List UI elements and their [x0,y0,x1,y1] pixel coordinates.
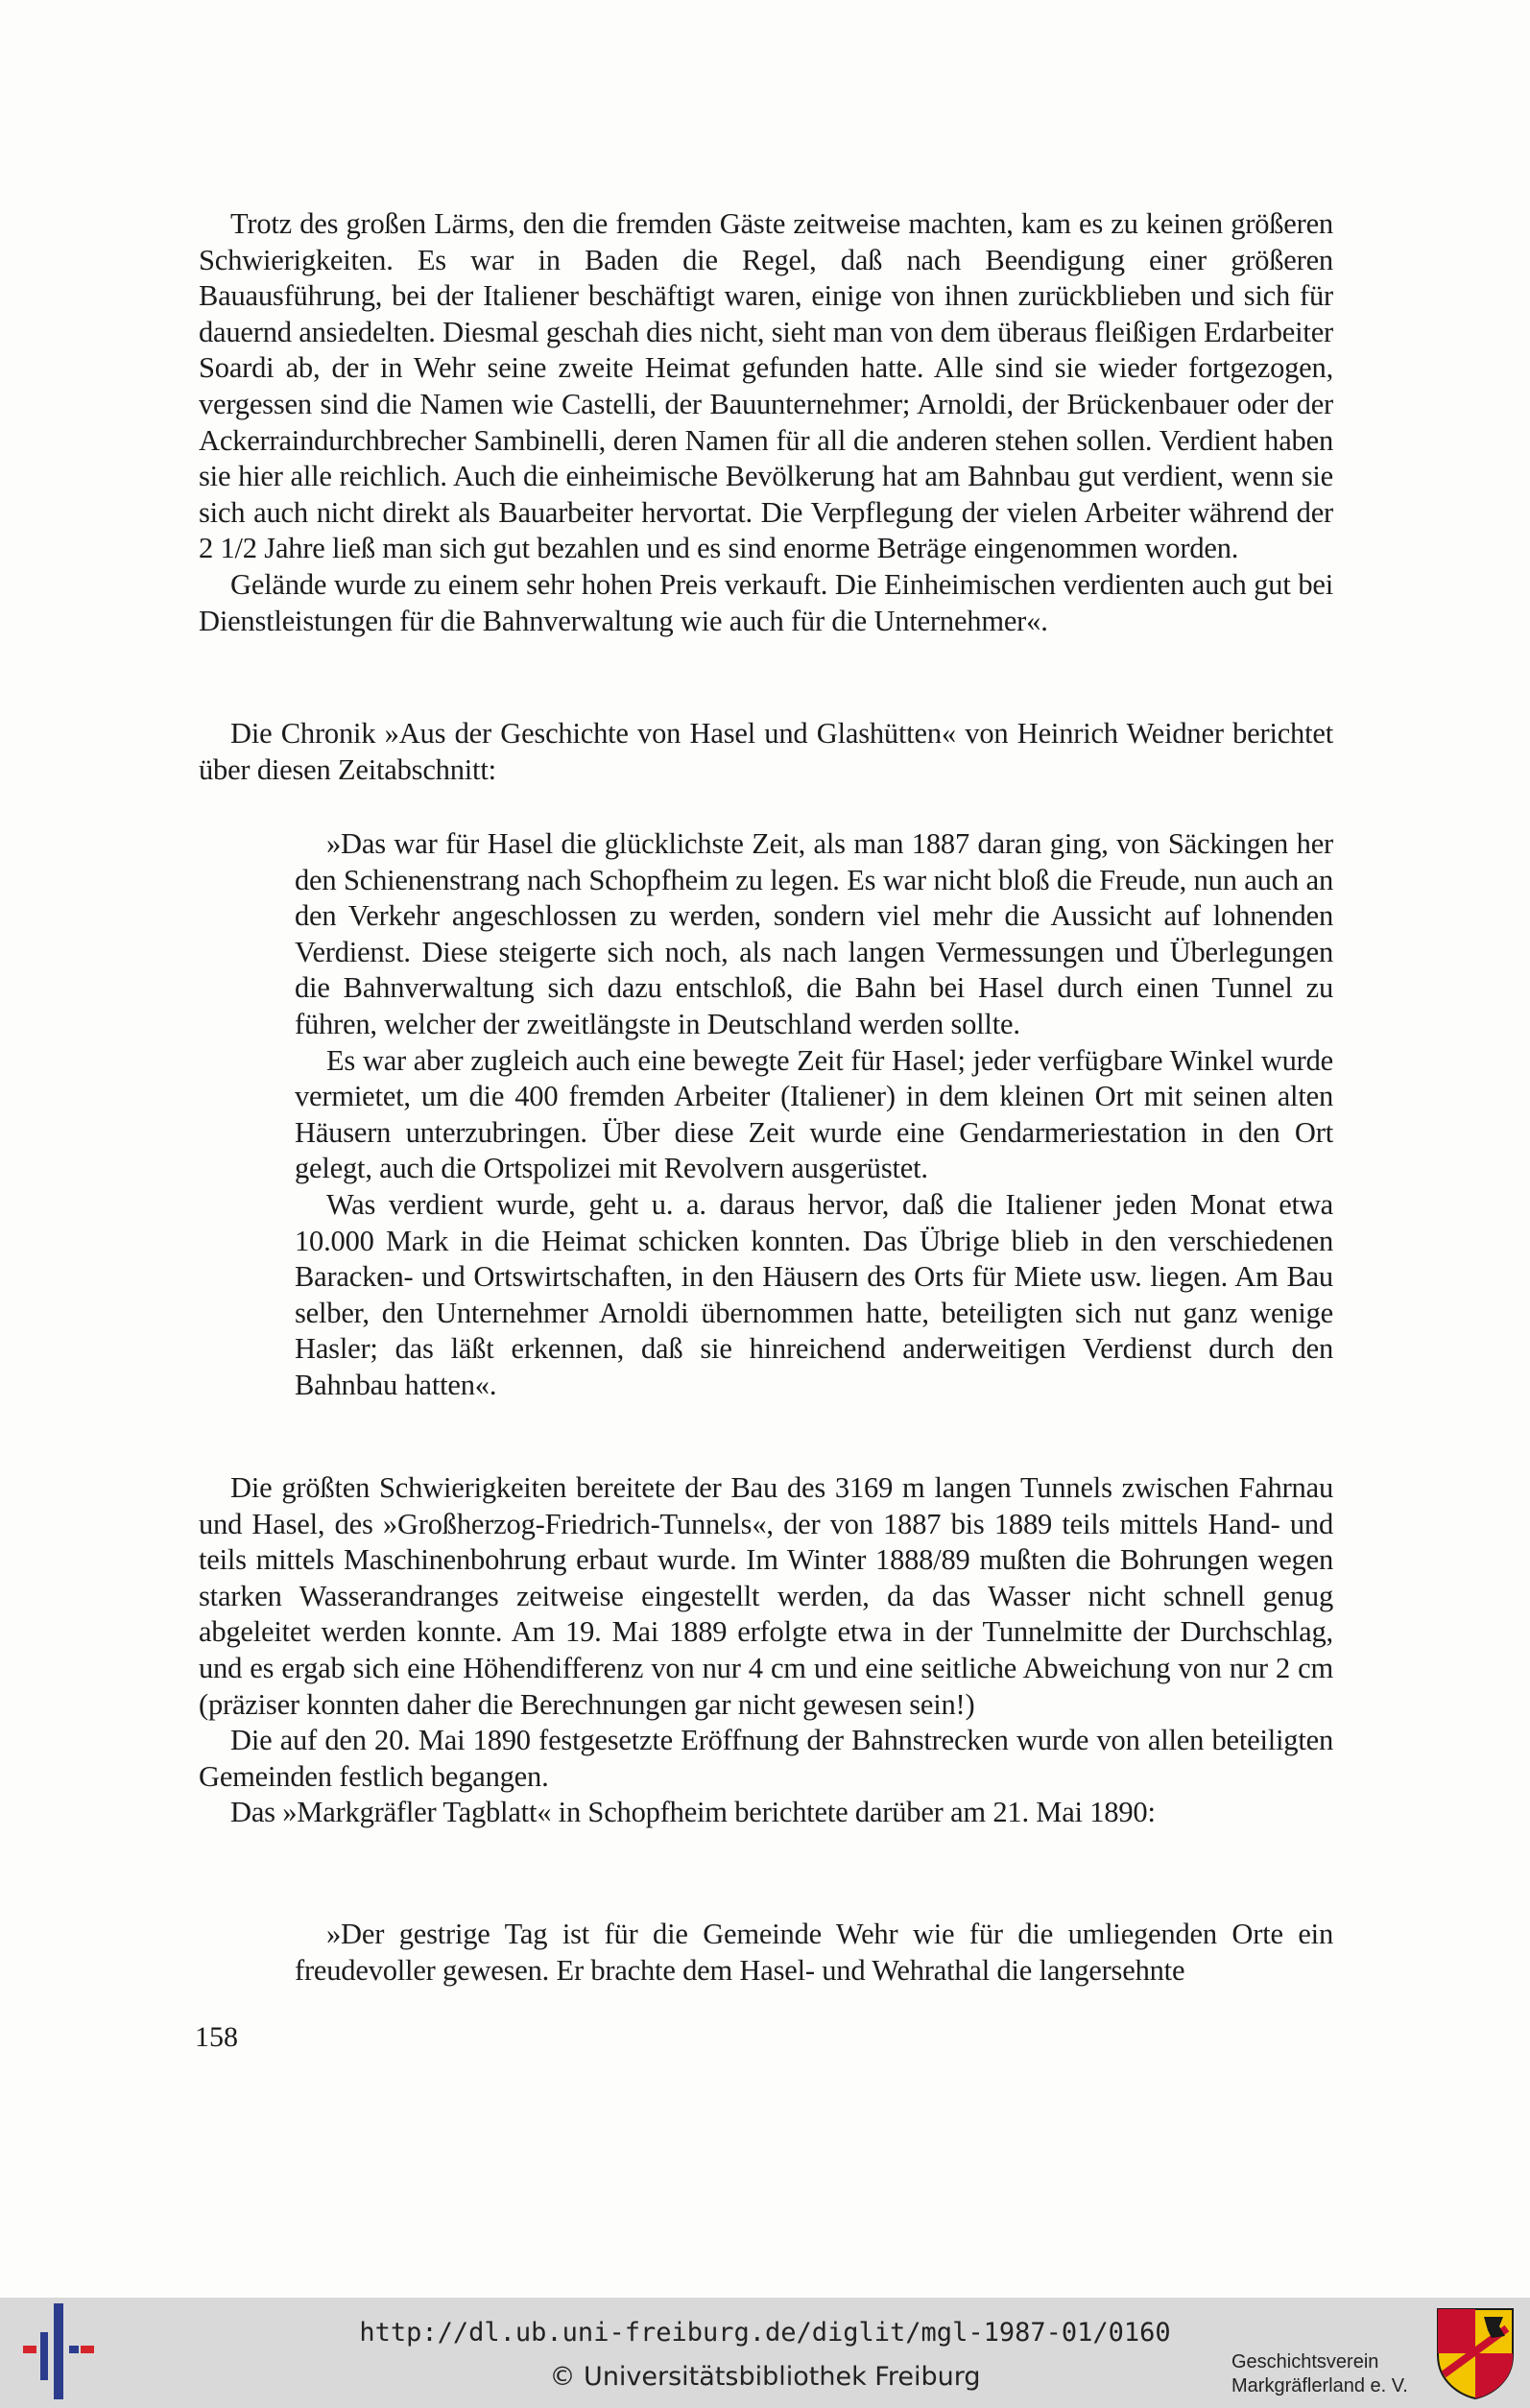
society-name [1231,2350,1408,2398]
body-text-section-2 [199,716,1333,788]
paragraph: Gelände wurde zu einem sehr hohen Preis verkauft. Die Einheimischen verdienten auch gut bei Dienstleistungen für die Bahnverwaltung wie auch für die Unternehmer«. [199,567,1333,637]
coat-of-arms-icon[interactable] [1436,2307,1515,2399]
copyright-notice: © Universitätsbibliothek Freiburg [549,2362,981,2392]
body-text-section-1 [199,206,1333,639]
society-line: Markgräflerland e. V. [1231,2375,1408,2396]
quote-paragraph: Es war aber zugleich auch eine bewegte Zeit für Hasel; jeder verfügbare Winkel wurde vermietet, um die 400 fremden Arbeiter (Italiener) in dem kleinen Ort mit seinen alten Häusern unterzubringen. Über diese Zeit wurde eine Gendarmeriestation in den Ort gelegt, auch die Ortspolizei mit Revolvern ausgerüstet. [295,1043,1333,1185]
quote-paragraph: »Der gestrige Tag ist für die Gemeinde Wehr wie für die umliegenden Orte ein freudevoller gewesen. Er brachte dem Hasel- und Wehrathal die langersehnte [295,1918,1333,1987]
paragraph: Das »Markgräfler Tagblatt« in Schopfheim berichtete darüber am 21. Mai 1890: [230,1796,1156,1829]
quote-paragraph: »Das war für Hasel die glücklichste Zeit, als man 1887 daran ging, von Säckingen her den Schienenstrang nach Schopfheim zu legen. Es war nicht bloß die Freude, nun auch an den Verkehr angeschlossen zu werden, sondern viel mehr die Aussicht auf lohnenden Verdienst. Diese steigerte sich noch, als nach langen Vermessungen und Überlegungen die Bahnverwaltung sich dazu entschloß, die Bahn bei Hasel durch einen Tunnel zu führen, welcher der zweitlängste in Deutschland werden sollte. [295,827,1333,1040]
page-number: 158 [195,2021,238,2053]
paragraph: Die auf den 20. Mai 1890 festgesetzte Eröffnung der Bahnstrecken wurde von allen beteiligten Gemeinden festlich begangen. [199,1724,1333,1793]
society-line: Geschichtsverein [1231,2351,1379,2372]
quote-chronik [295,826,1333,1404]
quote-paragraph: Was verdient wurde, geht u. a. daraus hervor, daß die Italiener jeden Monat etwa 10.000 Mark in die Heimat schicken konnten. Das Übrige blieb in den verschiedenen Baracken- und Ortswirtschaften, in den Häusern des Orts für Miete usw. liegen. Am Bau selber, den Unternehmer Arnoldi übernommen hatte, beteiligten sich nut ganz wenige Hasler; das läßt erkennen, daß sie hinreichend anderweitigen Verdienst durch den Bahnbau hatten«. [295,1187,1333,1401]
paragraph: Trotz des großen Lärms, den die fremden Gäste zeitweise machten, kam es zu keinen größeren Schwierigkeiten. Es war in Baden die Regel, daß nach Beendigung einer größeren Bauausführung, bei der Italiener beschäftigt waren, einige von ihnen zurückblieben und sich für dauernd ansiedelten. Diesmal geschah dies nicht, sieht man von dem überaus fleißigen Erdarbeiter Soardi ab, der in Wehr seine zweite Heimat gefunden hatte. Alle sind sie wieder fortgezogen, vergessen sind die Namen wie Castelli, der Bauunternehmer; Arnoldi, der Brückenbauer oder der Ackerraindurchbrecher Sambinelli, deren Namen für all die anderen stehen sollen. Verdient haben sie hier alle reichlich. Auch die einheimische Bevölkerung hat am Bahnbau gut verdient, wenn sie sich auch nicht direkt als Bauarbeiter hervortat. Die Verpflegung der vielen Arbeiter während der 2 1/2 Jahre ließ man sich gut bezahlen und es sind enorme Beträge eingenommen worden. [199,207,1333,565]
permalink-url[interactable]: http://dl.ub.uni-freiburg.de/diglit/mgl-1987-01/0160 [359,2318,1171,2348]
quote-tagblatt [295,1917,1333,1989]
body-text-section-3 [199,1470,1333,1831]
paragraph: Die größten Schwierigkeiten bereitete der Bau des 3169 m langen Tunnels zwischen Fahrnau und Hasel, des »Großherzog-Friedrich-Tunnels«, der von 1887 bis 1889 teils mittels Hand- und teils mittels Maschinenbohrung erbaut wurde. Im Winter 1888/89 mußten die Bohrungen wegen starken Wasserandranges zeitweise eingestellt werden, da das Wasser nicht schnell genug abgeleitet werden konnte. Am 19. Mai 1889 erfolgte etwa in der Tunnelmitte der Durchschlag, und es ergab sich eine Höhendifferenz von nur 4 cm und eine seitliche Abweichung von nur 2 cm (präziser konnten daher die Berechnungen gar nicht gewesen sein!) [199,1471,1333,1721]
paragraph: Die Chronik »Aus der Geschichte von Hasel und Glashütten« von Heinrich Weidner berichtet über diesen Zeitabschnitt: [199,717,1333,786]
